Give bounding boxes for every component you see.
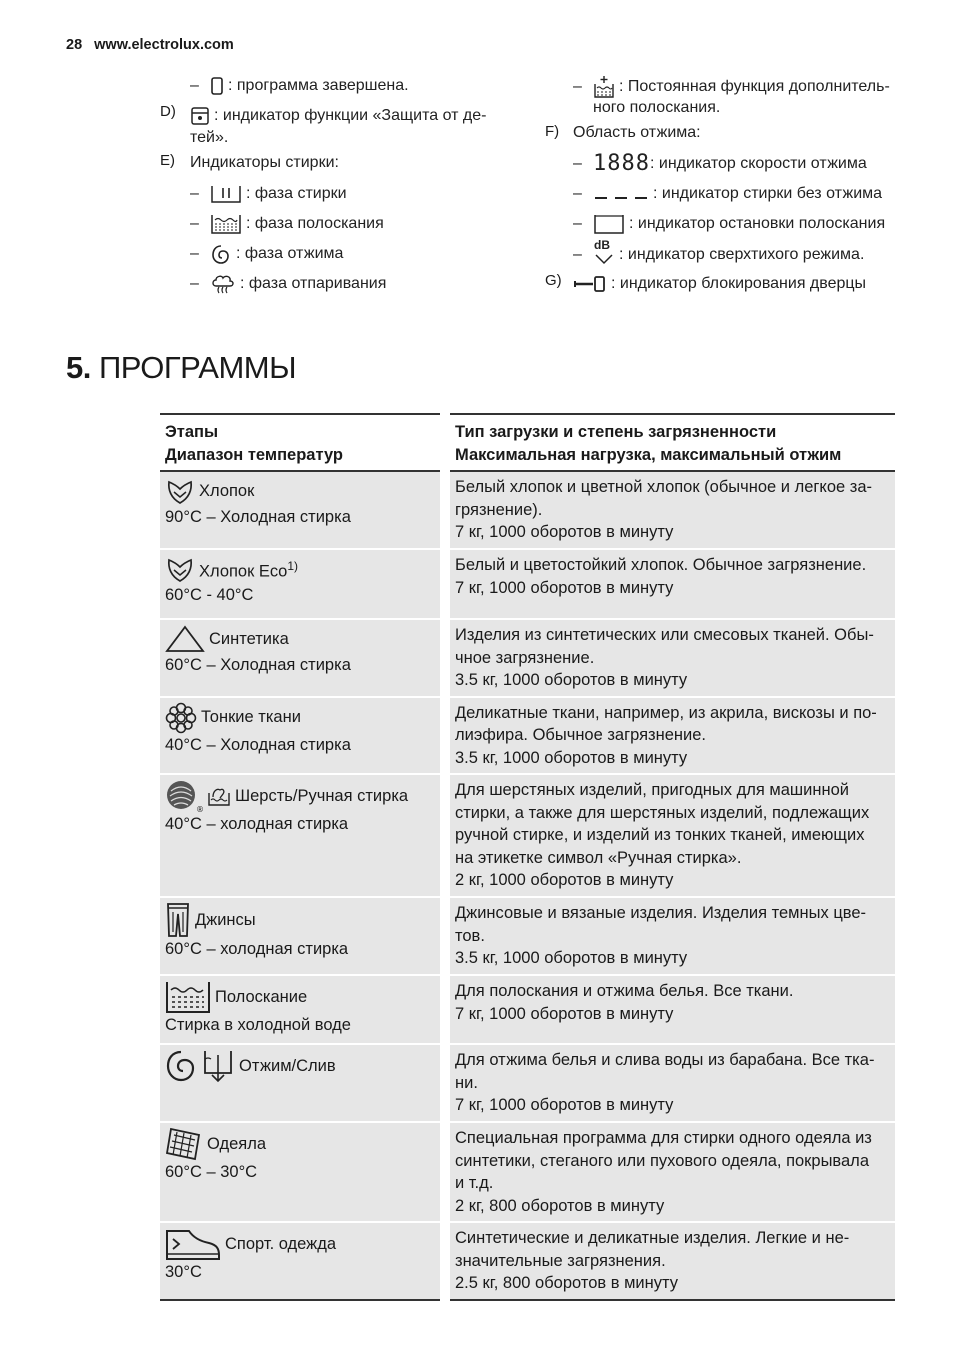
program-cell <box>160 549 445 619</box>
program-cell <box>160 697 445 775</box>
page-number: 28 <box>66 37 83 53</box>
letter-g: G) <box>545 272 562 289</box>
program-name: Одеяла <box>207 1134 267 1153</box>
program-temp: 60°C – холодная стирка <box>165 940 349 958</box>
program-desc: Для полоскания и отжима белья. Все ткани. 7 кг, 1000 оборотов в минуту <box>445 975 895 1044</box>
wash-phase-line: – : фаза стирки <box>190 185 347 202</box>
letter-d: D) <box>160 103 176 120</box>
section-heading <box>66 350 296 386</box>
program-desc: Изделия из синтетических или смесовых тканей. Обы- чное загрязнение. 3.5 кг, 1000 оборотов в минуту <box>445 619 895 697</box>
hand-wash-icon <box>207 785 231 807</box>
delicates-flower-icon <box>165 702 197 734</box>
program-name: Шерсть/Ручная стирка <box>235 786 409 805</box>
svg-text:®: ® <box>196 805 204 814</box>
program-temp: 30°C <box>165 1263 202 1281</box>
synthetics-icon <box>165 624 205 654</box>
table-header-row <box>160 414 895 471</box>
spin-phase-icon <box>210 243 232 265</box>
no-spin-line: – : индикатор стирки без отжима <box>573 185 883 202</box>
program-cell <box>160 1044 445 1122</box>
program-cell <box>160 975 445 1044</box>
spin-speed-line: – 1888: индикатор скорости отжима <box>573 151 867 176</box>
program-name: Синтетика <box>209 629 289 648</box>
no-spin-dashes-icon <box>593 187 649 201</box>
rinse-icon <box>165 980 211 1014</box>
section-title: ПРОГРАММЫ <box>98 350 297 385</box>
sport-shoe-icon <box>165 1227 221 1261</box>
program-name: Хлопок <box>199 481 255 500</box>
table-row <box>160 697 895 775</box>
child-lock-line: : индикатор функции «Защита от де- <box>190 105 486 127</box>
program-desc: Белый и цветостойкий хлопок. Обычное загрязнение. 7 кг, 1000 оборотов в минуту <box>445 549 895 619</box>
jeans-icon <box>165 902 191 938</box>
spin-area-title: Область отжима: <box>573 124 701 141</box>
child-lock-icon <box>190 106 210 126</box>
program-done-icon <box>210 76 224 96</box>
wash-indicators-title: Индикаторы стирки: <box>190 154 339 171</box>
program-desc: Белый хлопок и цветной хлопок (обычное и легкое за- грязнение). 7 кг, 1000 оборотов в минуту <box>445 471 895 549</box>
header-cell-load: Тип загрузки и степень загрязненности Максимальная нагрузка, максимальный отжим <box>445 414 895 471</box>
program-cell <box>160 774 445 897</box>
night-mode-line: – dB : индикатор сверхтихого режима. <box>573 243 864 267</box>
program-desc: Для шерстяных изделий, пригодных для машинной стирки, а также для шерстяных изделий, подлежащих ручной стирке, и изделий из тонких тканей, имеющих на этикетке символ «Ручная стирка». 2 кг, 1000 оборотов в минуту <box>445 774 895 897</box>
program-temp: 60°C - 40°C <box>165 586 254 604</box>
program-temp: Стирка в холодной воде <box>165 1016 351 1034</box>
program-temp: 40°C – Холодная стирка <box>165 735 351 754</box>
spin-icon <box>165 1049 197 1083</box>
table-row <box>160 897 895 975</box>
table-row <box>160 1044 895 1122</box>
footnote-mark: 1) <box>287 559 299 573</box>
program-temp: 90°C – Холодная стирка <box>165 508 351 526</box>
door-lock-icon <box>573 274 607 294</box>
page-header <box>66 37 234 53</box>
program-done-line: – : программа завершена. <box>190 77 409 94</box>
rinse-hold-line: – : индикатор остановки полоскания <box>573 213 885 235</box>
table-row <box>160 471 895 549</box>
wash-phase-icon <box>210 184 242 204</box>
rinse-hold-icon <box>593 213 625 235</box>
steam-phase-line: – : фаза отпаривания <box>190 273 386 295</box>
program-temp: 60°C – Холодная стирка <box>165 656 351 674</box>
spin-phase-line: – : фаза отжима <box>190 243 343 265</box>
drain-icon <box>201 1049 235 1083</box>
program-name: Отжим/Слив <box>239 1056 336 1075</box>
table-row <box>160 774 895 897</box>
extra-rinse-icon <box>593 75 615 99</box>
header-cell-stages: Этапы Диапазон температур <box>160 414 445 471</box>
program-temp: 40°C – холодная стирка <box>165 815 349 833</box>
letter-e: E) <box>160 152 175 169</box>
program-cell <box>160 1122 445 1222</box>
program-cell <box>160 897 445 975</box>
table-row <box>160 549 895 619</box>
program-desc: Синтетические и деликатные изделия. Легкие и не- значительные загрязнения. 2.5 кг, 800 оборотов в минуту <box>445 1222 895 1300</box>
table-row <box>160 1222 895 1300</box>
spin-speed-digits-icon: 1888 <box>593 151 650 176</box>
program-temp: 60°C – 30°C <box>165 1163 258 1181</box>
section-number: 5. <box>66 350 91 385</box>
program-name: Джинсы <box>195 910 256 929</box>
steam-phase-icon <box>210 273 236 295</box>
cotton-icon <box>165 476 195 506</box>
table-row <box>160 1122 895 1222</box>
program-desc: Для отжима белья и слива воды из барабана. Все тка- ни. 7 кг, 1000 оборотов в минуту <box>445 1044 895 1122</box>
extra-rinse-line: – : Постоянная функция дополнитель- <box>573 75 890 99</box>
program-name: Спорт. одежда <box>225 1234 337 1253</box>
rinse-phase-line: – : фаза полоскания <box>190 213 384 235</box>
table-row <box>160 619 895 697</box>
program-name: Тонкие ткани <box>201 708 301 727</box>
program-cell <box>160 471 445 549</box>
program-cell <box>160 1222 445 1300</box>
program-desc: Деликатные ткани, например, из акрила, вискозы и по- лиэфира. Обычное загрязнение. 3.5 кг, 1000 оборотов в минуту <box>445 697 895 775</box>
child-lock-line-2: тей». <box>190 129 229 146</box>
program-name: Хлопок Eco$^{1)}$ <box>199 559 299 581</box>
night-mode-icon: dB <box>593 243 615 267</box>
rinse-phase-icon <box>210 213 242 235</box>
extra-rinse-line-2: ного полоскания. <box>593 99 721 116</box>
table-row <box>160 975 895 1044</box>
site-url: www.electrolux.com <box>94 37 234 53</box>
program-desc: Специальная программа для стирки одного одеяла из синтетики, стеганого или пухового одеяла, покрывала и т.д. 2 кг, 800 оборотов в минуту <box>445 1122 895 1222</box>
wool-icon <box>165 779 203 813</box>
door-lock-line: : индикатор блокирования дверцы <box>573 273 866 295</box>
program-desc: Джинсовые и вязаные изделия. Изделия темных цве- тов. 3.5 кг, 1000 оборотов в минуту <box>445 897 895 975</box>
cotton-eco-icon <box>165 554 195 584</box>
program-name: Полоскание <box>215 987 308 1006</box>
program-cell <box>160 619 445 697</box>
blanket-icon <box>165 1127 203 1161</box>
programs-table <box>160 413 895 1301</box>
letter-f: F) <box>545 123 560 140</box>
